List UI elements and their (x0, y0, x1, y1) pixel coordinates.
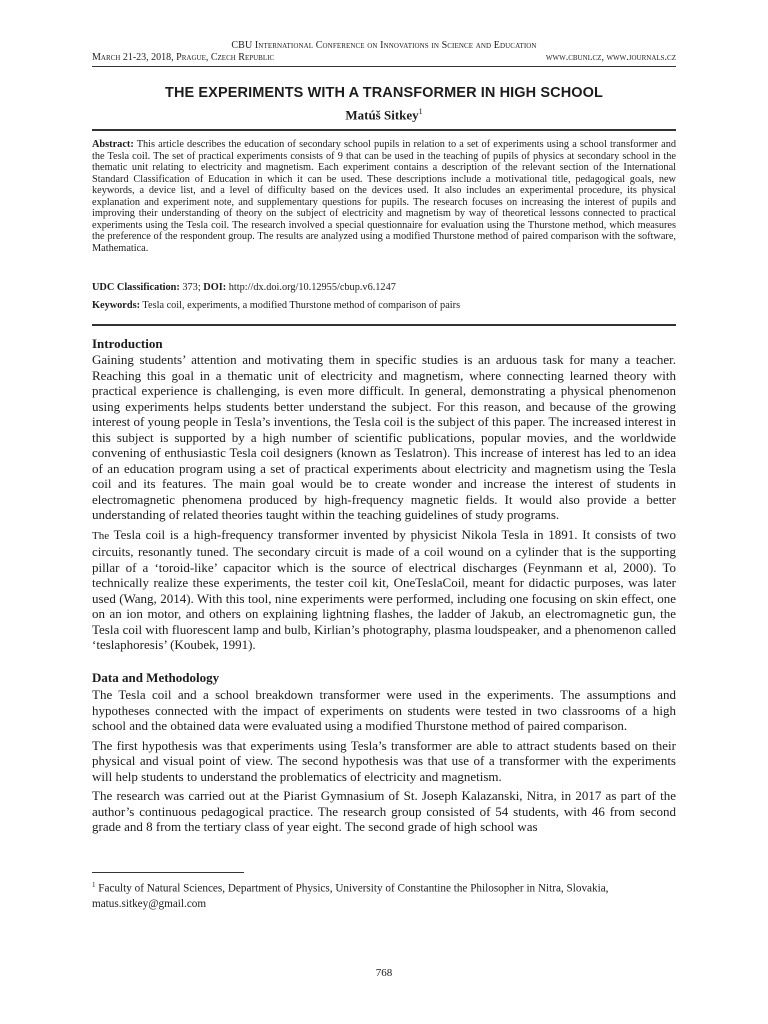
introduction-paragraph-2-text: Tesla coil is a high-frequency transformer invented by physicist Nikola Tesla in 1891. It consists of two circuits, resonantly tuned. The secondary circuit is made of a coil wound on a cylinder that is the supporting pillar of a ‘toroid-like’ capacitor which is the source of electrical discharges (Feynmann et al, 2000). To technically realize these experiments, the tester coil kit, OneTeslaCoil, meant for didactic purposes, was later used (Wang, 2014). With this tool, nine experiments were performed, including one focusing on skin effect, one on an ion motor, and others on explaining lightning flashes, the ladder of Jakub, an electromagnetic gun, the Tesla coil with fluorescent lamp and bulb, Kirlian’s photography, plasma loudspeaker, and a phenomenon called ‘teslaphoresis’ (Koubek, 1991). (92, 526, 676, 652)
header-meta (92, 52, 676, 64)
author-footnote-mark: 1 (418, 107, 423, 116)
udc-value: 373; (179, 282, 204, 293)
author-name: Matúš Sitkey (345, 107, 419, 123)
abstract-bottom-rule (92, 324, 676, 326)
author-line (92, 107, 676, 123)
keywords-label: Keywords: (92, 300, 141, 311)
page-number: 768 (375, 967, 393, 979)
doi-label: DOI: (203, 282, 227, 293)
keywords-value: Tesla coil, experiments, a modified Thurstone method of comparison of pairs (140, 300, 461, 311)
section-heading-introduction: Introduction (92, 336, 163, 351)
udc-label: UDC Classification: (92, 282, 180, 293)
section-heading-data-methodology: Data and Methodology (92, 670, 220, 685)
classification-line (92, 282, 676, 294)
introduction-paragraph-1: Gaining students’ attention and motivating them in specific studies is an arduous task for many a teacher. Reaching this goal in a thematic unit of electricity and magnetism, where connecting learned theory with practical experience is challenging, is even more difficult. In general, demonstrating a physical phenomenon using experiments helps students better understand the subject. For this reason, and because of the growing interest of young people in Tesla’s inventions, the Tesla coil is the subject of this paper. The increased interest in this subject is supported by a high number of scientific publications, popular movies, and the worldwide convening of enthusiastic Tesla coil designers (known as Teslatron). This increase of interest has led to an idea of an education program using a set of practical experiments about electricity and magnetism using the Tesla coil and its features. The main goal would be to create wonder and increase the interest of students in electromagnetic phenomena produced by high-frequency magnetic fields. It would also provide a better understanding of related theories taught within the teaching guidelines of study programs. (92, 352, 676, 522)
abstract-top-rule (92, 129, 676, 131)
methodology-paragraph-3: The research was carried out at the Piarist Gymnasium of St. Joseph Kalazanski, Nitra, in 2017 as part of the author’s continuous pedagogical practice. The research group consisted of 54 students, with 46 from second grade and 8 from the tertiary class of year eight. The second grade of high school was (92, 788, 676, 834)
footnote-rule (92, 872, 244, 873)
paper-title: THE EXPERIMENTS WITH A TRANSFORMER IN HIGH SCHOOL (164, 85, 604, 101)
methodology-paragraph-1: The Tesla coil and a school breakdown transformer were used in the experiments. The assumptions and hypotheses connected with the impact of experiments on students were tested in two classrooms of a high school and the obtained data were evaluated using a modified Thurstone method of paired comparison. (92, 687, 676, 733)
footnote-text: Faculty of Natural Sciences, Department of Physics, University of Constantine the Philosopher in Nitra, Slovakia, matus.sitkey@gmail.com (92, 882, 609, 910)
introduction-body (92, 352, 676, 657)
header-rule (92, 66, 676, 67)
data-methodology-body (92, 687, 676, 839)
abstract (92, 139, 676, 254)
conference-date-place: March 21-23, 2018, Prague, Czech Republic (92, 52, 275, 63)
doi-value: http://dx.doi.org/10.12955/cbup.v6.1247 (226, 282, 396, 293)
paragraph-lead-word: The (92, 529, 110, 542)
keywords-line (92, 300, 676, 312)
abstract-text: This article describes the education of secondary school pupils in relation to a set of experiments using a school transformer and the Tesla coil. The set of practical experiments consists of 9 that can be used in the teaching of pupils of physics at secondary school in the thematic unit relating to electricity and magnetism. Each experiment contains a description of the relevant section of the International Standard Classification of Education in which it can be used. These descriptions include a motivational title, pedagogical goals, new keywords, a device list, and a level of difficulty based on the devices used. It also includes an experimental procedure, its physical explanation and experiment note, and supplementary questions for pupils. The research focuses on increasing the interest of pupils and improving their understanding of theory on the subject of electricity and magnetism by way of theoretical lessons connected to practical experiments using the Tesla coil. The research involved a special questionnaire for evaluation using the Thurstone method, which measures the preference of the respondent group. The results are analyzed using a modified Thurstone method of paired comparison with the software, Mathematica. (92, 139, 676, 254)
methodology-paragraph-2: The first hypothesis was that experiments using Tesla’s transformer are able to attract students based on their physical and visual point of view. The second hypothesis was that use of a transformer with the experiments will help students to understand the problematics of electricity and magnetism. (92, 737, 676, 784)
running-header (92, 40, 676, 67)
footnote (92, 878, 676, 912)
abstract-label: Abstract: (92, 139, 134, 150)
conference-name: CBU International Conference on Innovations in Science and Education (231, 40, 537, 51)
introduction-paragraph-2 (92, 527, 676, 653)
footnote-mark: 1 (92, 881, 96, 889)
conference-websites: www.cbuni.cz, www.journals.cz (545, 52, 676, 63)
